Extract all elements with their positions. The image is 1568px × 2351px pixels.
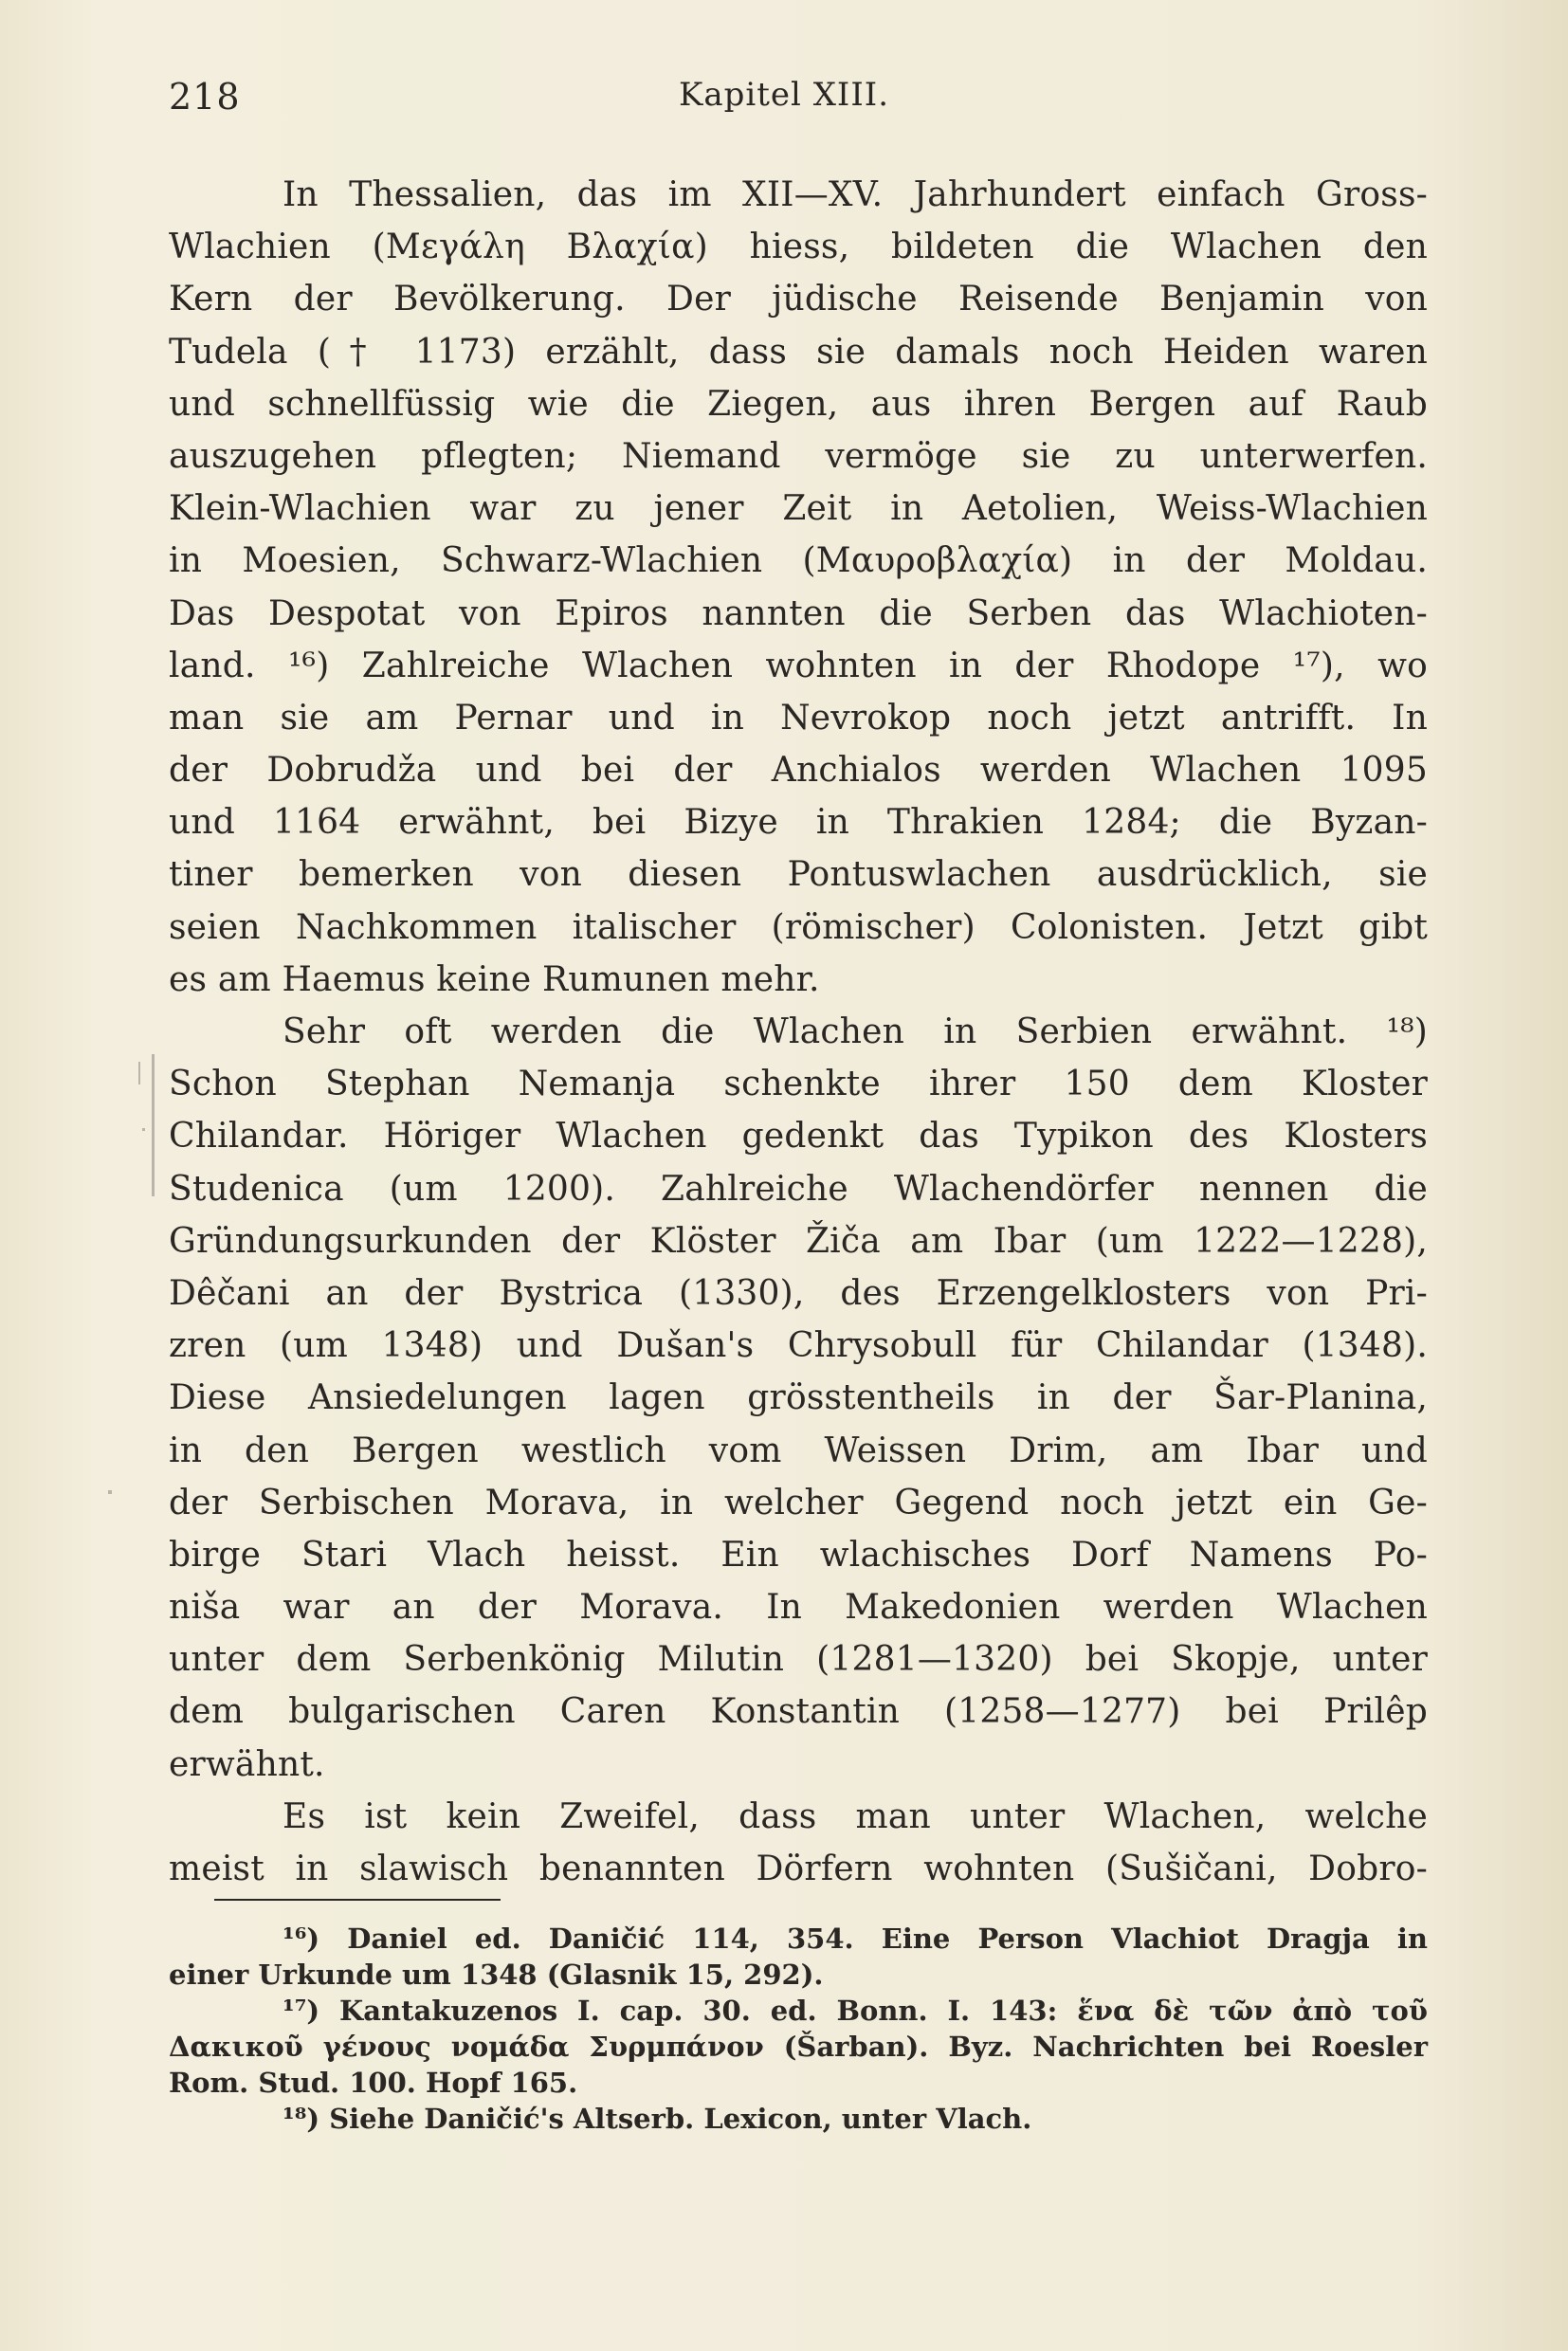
margin-mark [152,1054,155,1196]
footnote-rule [214,1899,501,1901]
text-line: Klein-Wlachien war zu jener Zeit in Aetolien, Weiss-Wlachien [169,489,1428,529]
text-line: in Moesien, Schwarz-Wlachien (Μαυροβλαχία) in der Moldau. [169,541,1428,581]
text-line: zren (um 1348) und Dušan's Chrysobull für Chilandar (1348). [169,1326,1428,1366]
text-line: auszugehen pflegten; Niemand vermöge sie zu unterwerfen. [169,436,1428,476]
margin-mark [142,1128,145,1131]
text-line: Dêčani an der Bystrica (1330), des Erzengelklosters von Pri- [169,1273,1428,1313]
page-number: 218 [169,76,241,118]
footnote-line: Rom. Stud. 100. Hopf 165. [169,2067,578,2099]
footnote-line: Δακικοῦ γένους νομάδα Συρμπάνον (Šarban). Byz. Nachrichten bei Roesler [169,2031,1428,2063]
text-line: in den Bergen westlich vom Weissen Drim, am Ibar und [169,1431,1428,1470]
text-line: unter dem Serbenkönig Milutin (1281—1320) bei Skopje, unter [169,1640,1428,1680]
text-line: land. ¹⁶) Zahlreiche Wlachen wohnten in der Rhodope ¹⁷), wo [169,646,1428,685]
footnote-line: ¹⁶) Daniel ed. Daničić 114, 354. Eine Person Vlachiot Dragja in [283,1923,1428,1955]
text-line: niša war an der Morava. In Makedonien werden Wlachen [169,1588,1428,1628]
text-line: seien Nachkommen italischer (römischer) Colonisten. Jetzt gibt [169,907,1428,947]
margin-mark [138,1062,140,1084]
main-text [169,169,1428,1895]
running-head: Kapitel XIII. [678,76,890,114]
text-line: Schon Stephan Nemanja schenkte ihrer 150 dem Kloster [169,1065,1428,1104]
text-line: Tudela († 1173) erzählt, dass sie damals noch Heiden waren [169,332,1428,372]
text-line: In Thessalien, das im XII—XV. Jahrhundert einfach Gross- [283,175,1428,214]
margin-mark [108,1490,112,1494]
footnote-line: ¹⁸) Siehe Daničić's Altserb. Lexicon, unter Vlach. [283,2103,1032,2135]
text-line: der Dobrudža und bei der Anchialos werden Wlachen 1095 [169,751,1428,791]
text-line: Sehr oft werden die Wlachen in Serbien erwähnt. ¹⁸) [283,1012,1428,1051]
text-line: Kern der Bevölkerung. Der jüdische Reisende Benjamin von [169,280,1428,319]
text-line: man sie am Pernar und in Nevrokop noch jetzt antrifft. In [169,698,1428,738]
text-line: Es ist kein Zweifel, dass man unter Wlachen, welche [283,1796,1428,1836]
text-line: dem bulgarischen Caren Konstantin (1258—1277) bei Prilêp [169,1692,1428,1732]
text-line: Chilandar. Höriger Wlachen gedenkt das Typikon des Klosters [169,1117,1428,1157]
text-line: und 1164 erwähnt, bei Bizye in Thrakien 1284; die Byzan- [169,803,1428,843]
footnote-line: einer Urkunde um 1348 (Glasnik 15, 292). [169,1959,824,1991]
text-line: der Serbischen Morava, in welcher Gegend noch jetzt ein Ge- [169,1483,1428,1522]
text-line: tiner bemerken von diesen Pontuswlachen ausdrücklich, sie [169,855,1428,895]
text-line: Gründungsurkunden der Klöster Žiča am Ibar (um 1222—1228), [169,1221,1428,1261]
footnotes [169,1921,1428,2137]
text-line: erwähnt. [169,1744,325,1784]
text-line: und schnellfüssig wie die Ziegen, aus ihren Bergen auf Raub [169,384,1428,424]
text-line: Diese Ansiedelungen lagen grösstentheils in der Šar-Planina, [169,1378,1428,1418]
text-line: Das Despotat von Epiros nannten die Serben das Wlachioten- [169,593,1428,633]
footnote-line: ¹⁷) Kantakuzenos I. cap. 30. ed. Bonn. I. 143: ἕνα δὲ τῶν ἀπὸ τοῦ [283,1995,1428,2027]
text-line: meist in slawisch benannten Dörfern wohnten (Sušičani, Dobro- [169,1850,1428,1888]
text-line: birge Stari Vlach heisst. Ein wlachisches Dorf Namens Po- [169,1535,1428,1575]
text-line: Studenica (um 1200). Zahlreiche Wlachendörfer nennen die [169,1169,1428,1209]
text-line: es am Haemus keine Rumunen mehr. [169,959,820,999]
text-line: Wlachien (Μεγάλη Βλαχία) hiess, bildeten die Wlachen den [169,228,1428,267]
